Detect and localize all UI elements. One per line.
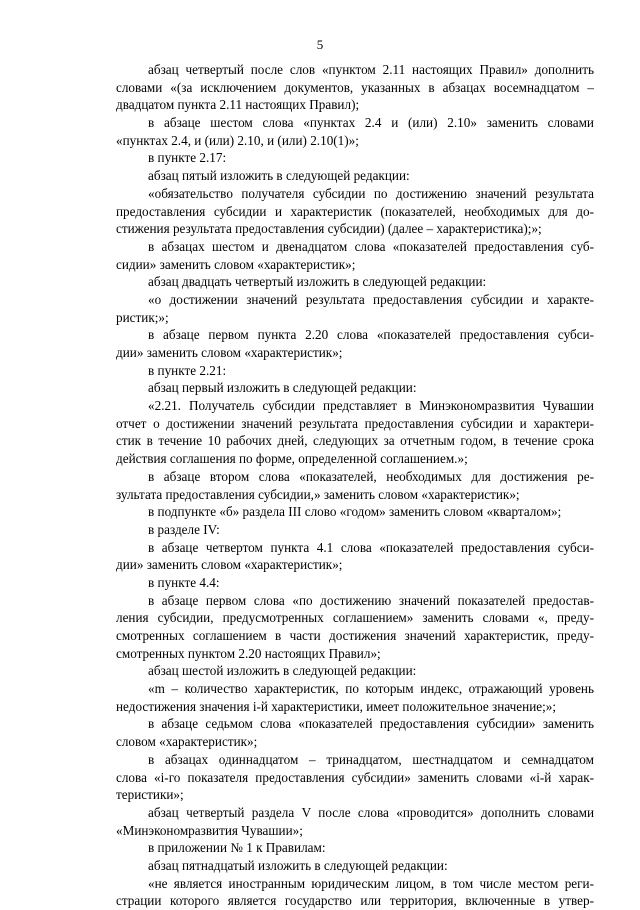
text-line: смотренных пунктом 2.20 настоящих Правил»;: [116, 645, 381, 661]
text-line: абзац двадцать четвертый изложить в следующей редакции:: [148, 274, 487, 290]
text-line: дии» заменить словом «характеристик»;: [116, 557, 343, 573]
text-line: «Минэкономразвития Чувашии»;: [116, 822, 303, 838]
text-line: абзац четвертый раздела V после слова «проводится» дополнить словами: [148, 804, 594, 820]
text-line: «не является иностранным юридическим лицом, в том числе местом реги-: [148, 875, 594, 891]
page-number: 5: [316, 37, 324, 52]
text-line: в пункте 2.21:: [148, 362, 227, 378]
text-line: словами «(за исключением документов, указанных в абзацах восемнадцатом –: [116, 79, 594, 95]
text-line: стик в течение 10 рабочих дней, следующих за отчетным годом, в течение срока: [116, 433, 594, 449]
text-line: в приложении № 1 к Правилам:: [148, 840, 326, 856]
text-line: в абзаце шестом слова «пунктах 2.4 и (или) 2.10» заменить словами: [148, 115, 594, 131]
text-line: в абзаце первом слова «по достижению значений показателей предостав-: [148, 592, 594, 608]
text-line: «2.21. Получатель субсидии представляет в Минэкономразвития Чувашии: [148, 398, 594, 414]
text-line: предоставления субсидии и характеристик (показателей, необходимых для до-: [116, 203, 594, 219]
text-line: теристики»;: [116, 787, 184, 803]
document-body: [116, 61, 594, 910]
text-line: слова «i-го показателя предоставления субсидии» заменить словами «i-й харак-: [116, 769, 594, 785]
text-line: «m – количество характеристик, по которым индекс, отражающий уровень: [148, 681, 594, 697]
text-line: абзац четвертый после слов «пунктом 2.11 настоящих Правил» дополнить: [148, 62, 594, 77]
text-line: в пункте 2.17:: [148, 150, 227, 166]
text-line: в разделе IV:: [148, 521, 220, 537]
text-line: в пункте 4.4:: [148, 574, 220, 590]
text-line: зультата предоставления субсидии,» заменить словом «характеристик»;: [116, 486, 520, 502]
text-line: абзац шестой изложить в следующей редакции:: [148, 663, 417, 679]
text-line: в подпункте «б» раздела III слово «годом» заменить словом «кварталом»;: [148, 504, 562, 520]
text-line: в абзаце седьмом слова «показателей предоставления субсидии» заменить: [148, 716, 594, 732]
text-line: в абзаце втором слова «показателей, необходимых для достижения ре-: [148, 468, 594, 484]
text-line: абзац первый изложить в следующей редакции:: [148, 380, 417, 396]
text-line: абзац пятнадцатый изложить в следующей редакции:: [148, 857, 448, 873]
text-line: в абзаце первом пункта 2.20 слова «показателей предоставления субси-: [148, 327, 594, 343]
text-line: в абзацах шестом и двенадцатом слова «показателей предоставления суб-: [148, 238, 594, 254]
text-line: недостижения значения i-й характеристики, имеет положительное значение;»;: [116, 698, 557, 714]
text-line: словом «характеристик»;: [116, 734, 258, 750]
text-line: в абзаце четвертом пункта 4.1 слова «показателей предоставления субси-: [148, 539, 594, 555]
text-line: смотренных соглашением в части достижения значений характеристик, преду-: [116, 628, 594, 643]
text-line: стижения результата предоставления субсидии) (далее – характеристика);»;: [116, 221, 542, 237]
text-line: «пунктах 2.4, и (или) 2.10, и (или) 2.10(1)»;: [116, 132, 359, 148]
text-line: абзац пятый изложить в следующей редакции:: [148, 168, 410, 184]
text-line: ления субсидии, предусмотренных соглашением» заменить словами «, преду-: [116, 610, 594, 626]
text-line: действия соглашения по форме, определенной соглашением.»;: [116, 451, 468, 467]
text-line: в абзацах одиннадцатом – тринадцатом, шестнадцатом и семнадцатом: [148, 751, 594, 767]
text-line: сидии» заменить словом «характеристик»;: [116, 256, 356, 272]
text-line: двадцатом пункта 2.11 настоящих Правил);: [116, 97, 360, 113]
text-line: «о достижении значений результата предоставления субсидии и характе-: [148, 291, 594, 307]
text-line: дии» заменить словом «характеристик»;: [116, 345, 343, 360]
text-line: «обязательство получателя субсидии по достижению значений результата: [148, 185, 594, 201]
text-line: ристик;»;: [116, 309, 169, 325]
text-line: отчет о достижении значений результата предоставления субсидии и характери-: [116, 415, 594, 431]
text-line: страции которого является государство или территория, включенные в утвер-: [116, 893, 594, 909]
